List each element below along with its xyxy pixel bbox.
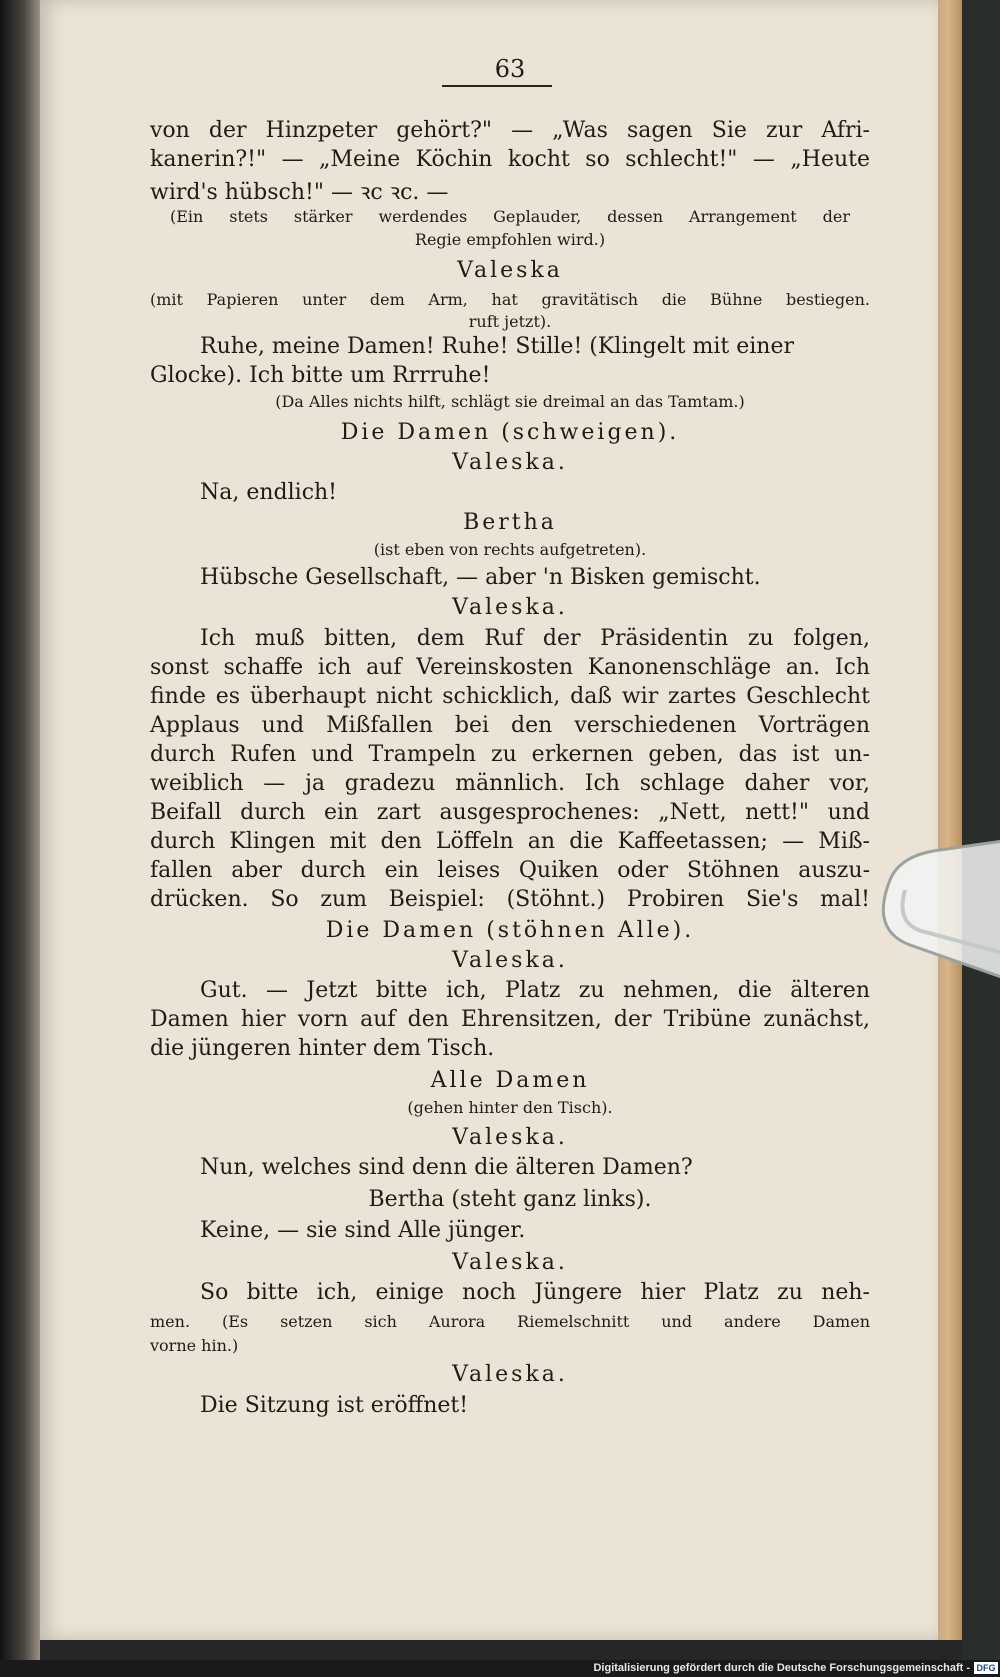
page-number-rule [442,85,552,87]
speaker-name: Valeska [457,258,563,283]
paper-clip-holder [870,820,1000,990]
dialogue-line: Na, endlich! [200,480,338,505]
dialogue-line: Beifall durch ein zart ausgesprochenes: „Nett, nett!" und [150,800,870,825]
page-number: 63 [494,55,526,83]
dialogue-line: finde es überhaupt nicht schicklich, daß wir zartes Geschlecht [150,684,870,709]
dialogue-line: Glocke). Ich bitte um Rrrruhe! [150,363,491,388]
book-page [40,0,938,1640]
dialogue-line: Gut. — Jetzt bitte ich, Platz zu nehmen, die älteren [200,978,870,1003]
dfg-logo: DFG [974,1662,998,1674]
speaker-name: Valeska. [452,1250,568,1275]
speaker-name: Valeska. [452,948,568,973]
dialogue-line: men. (Es setzen sich Aurora Riemelschnitt und andere Damen [150,1312,870,1331]
dialogue-line: durch Klingen mit den Löffeln an die Kaffeetassen; — Miß- [150,829,870,854]
dialogue-line: Hübsche Gesellschaft, — aber 'n Bisken gemischt. [200,565,761,590]
dialogue-line: Die Sitzung ist eröffnet! [200,1393,469,1418]
stage-direction: vorne hin.) [150,1336,239,1355]
dialogue-line: durch Rufen und Trampeln zu erkernen geben, das ist un- [150,742,870,767]
dialogue-line: drücken. So zum Beispiel: (Stöhnt.) Probiren Sie's mal! [150,887,870,912]
speaker-name: Valeska. [452,450,568,475]
stage-direction: Regie empfohlen wird.) [414,230,606,249]
dialogue-line: fallen aber durch ein leises Quiken oder Stöhnen auszu- [150,858,870,883]
dialogue-line: Nun, welches sind denn die älteren Damen? [200,1155,693,1180]
speaker-name: Valeska. [452,595,568,620]
dialogue-line: Damen hier vorn auf den Ehrensitzen, der Tribüne zunächst, [150,1007,870,1032]
dialogue-line: weiblich — ja gradezu männlich. Ich schlage daher vor, [150,771,870,796]
speaker-name: Bertha [463,510,557,535]
text-line: kanerin?!" — „Meine Köchin kocht so schlecht!" — „Heute [150,147,870,172]
text-line: wird's hübsch!" — ꝛc ꝛc. — [150,180,449,205]
speaker-name: Valeska. [452,1362,568,1387]
speaker-name: Die Damen (schweigen). [340,420,680,445]
stage-direction: (mit Papieren unter dem Arm, hat gravitätisch die Bühne bestiegen. [150,290,870,309]
book-gutter [0,0,40,1660]
stage-direction: (gehen hinter den Tisch). [407,1098,613,1117]
dialogue-line: sonst schaffe ich auf Vereinskosten Kanonenschläge an. Ich [150,655,870,680]
stage-direction: (Ein stets stärker werdendes Geplauder, dessen Arrangement der [170,207,850,226]
speaker-name: Bertha (steht ganz links). [368,1187,652,1212]
dialogue-line: Ich muß bitten, dem Ruf der Präsidentin zu folgen, [200,626,870,651]
dialogue-line: die jüngeren hinter dem Tisch. [150,1036,495,1061]
footer-text: Digitalisierung gefördert durch die Deutsche Forschungsgemeinschaft - [593,1662,970,1674]
stage-direction: ruft jetzt). [468,312,552,331]
dialogue-line: Keine, — sie sind Alle jünger. [200,1218,526,1243]
speaker-name: Valeska. [452,1125,568,1150]
text-line: von der Hinzpeter gehört?" — „Was sagen Sie zur Afri- [150,118,870,143]
stage-direction: (ist eben von rechts aufgetreten). [373,540,647,559]
dialogue-line: So bitte ich, einige noch Jüngere hier Platz zu neh- [200,1280,870,1305]
digitization-footer [0,1660,1000,1677]
speaker-name: Die Damen (stöhnen Alle). [325,918,695,943]
dialogue-line: Ruhe, meine Damen! Ruhe! Stille! (Klingelt mit einer [200,334,794,359]
dialogue-line: Applaus und Mißfallen bei den verschiedenen Vorträgen [150,713,870,738]
speaker-name: Alle Damen [430,1068,590,1093]
stage-direction: (Da Alles nichts hilft, schlägt sie dreimal an das Tamtam.) [275,392,745,411]
